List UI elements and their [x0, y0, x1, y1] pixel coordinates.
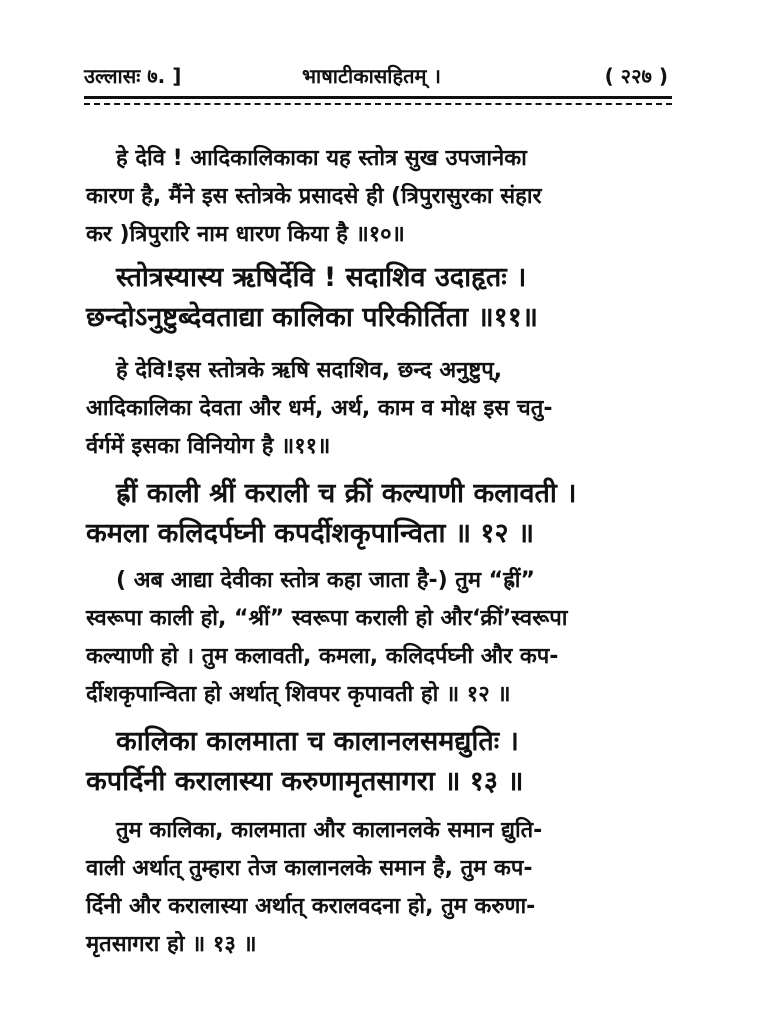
verse-line: छन्दोऽनुष्टुब्देवताद्या कालिका परिकीर्तिता ॥११॥ — [86, 302, 538, 333]
paragraph-line: कर )त्रिपुरारि नाम धारण किया है ॥१०॥ — [86, 222, 405, 247]
commentary-paragraph-10 — [86, 140, 686, 254]
paragraph-line: ( अब आद्या देवीका स्तोत्र कहा जाता है-) तुम “ह्रीं” — [116, 568, 535, 593]
header-rule — [84, 96, 672, 99]
book-title: भाषाटीकासहितम् । — [302, 64, 442, 88]
commentary-paragraph-13 — [86, 812, 686, 964]
paragraph-line: कारण है, मैंने इस स्तोत्रके प्रसादसे ही (त्रिपुरासुरका संहार — [86, 184, 542, 209]
running-header — [80, 56, 680, 92]
header-rule-dashed — [84, 103, 672, 105]
verse-line: कमला कलिदर्पघ्नी कपर्दीशकृपान्विता ॥ १२ ॥ — [86, 518, 535, 549]
verse-line: ह्रीं काली श्रीं कराली च क्रीं कल्याणी कलावती । — [116, 478, 577, 509]
verse-11 — [86, 258, 686, 338]
verse-line: कपर्दिनी करालास्या करुणामृतसागरा ॥ १३ ॥ — [86, 766, 524, 797]
paragraph-line: तुम कालिका, कालमाता और कालानलके समान द्युति- — [116, 818, 543, 843]
paragraph-line: मृतसागरा हो ॥ १३ ॥ — [86, 932, 257, 957]
paragraph-line: र्दिनी और करालास्या अर्थात् करालवदना हो, तुम करुणा- — [86, 894, 536, 919]
chapter-label: उल्लासः ७. ] — [84, 64, 182, 88]
verse-13 — [86, 722, 686, 802]
commentary-paragraph-12 — [86, 562, 686, 714]
verse-line: स्तोत्रस्यास्य ऋषिर्देवि ! सदाशिव उदाहृतः । — [116, 262, 527, 293]
paragraph-line: हे देवि!इस स्तोत्रके ऋषि सदाशिव, छन्द अनुष्टुप्, — [116, 358, 503, 383]
paragraph-line: र्दीशकृपान्विता हो अर्थात् शिवपर कृपावती हो ॥ १२ ॥ — [86, 682, 511, 707]
paragraph-line: आदिकालिका देवता और धर्म, अर्थ, काम व मोक्ष इस चतु- — [86, 396, 553, 421]
verse-line: कालिका कालमाता च कालानलसमद्युतिः । — [116, 726, 519, 757]
paragraph-line: र्वर्गमें इसका विनियोग है ॥११॥ — [86, 434, 331, 459]
paragraph-line: हे देवि ! आदिकालिकाका यह स्तोत्र सुख उपजानेका — [116, 146, 527, 171]
commentary-paragraph-11 — [86, 352, 686, 466]
paragraph-line: स्वरूपा काली हो, “श्रीं” स्वरूपा कराली हो और‘क्रीं’स्वरूपा — [86, 606, 568, 631]
verse-12 — [86, 474, 686, 554]
page-number: ( २२७ ) — [604, 64, 668, 88]
paragraph-line: वाली अर्थात् तुम्हारा तेज कालानलके समान है, तुम कप- — [86, 856, 533, 881]
paragraph-line: कल्याणी हो । तुम कलावती, कमला, कलिदर्पघ्नी और कप- — [86, 644, 559, 669]
